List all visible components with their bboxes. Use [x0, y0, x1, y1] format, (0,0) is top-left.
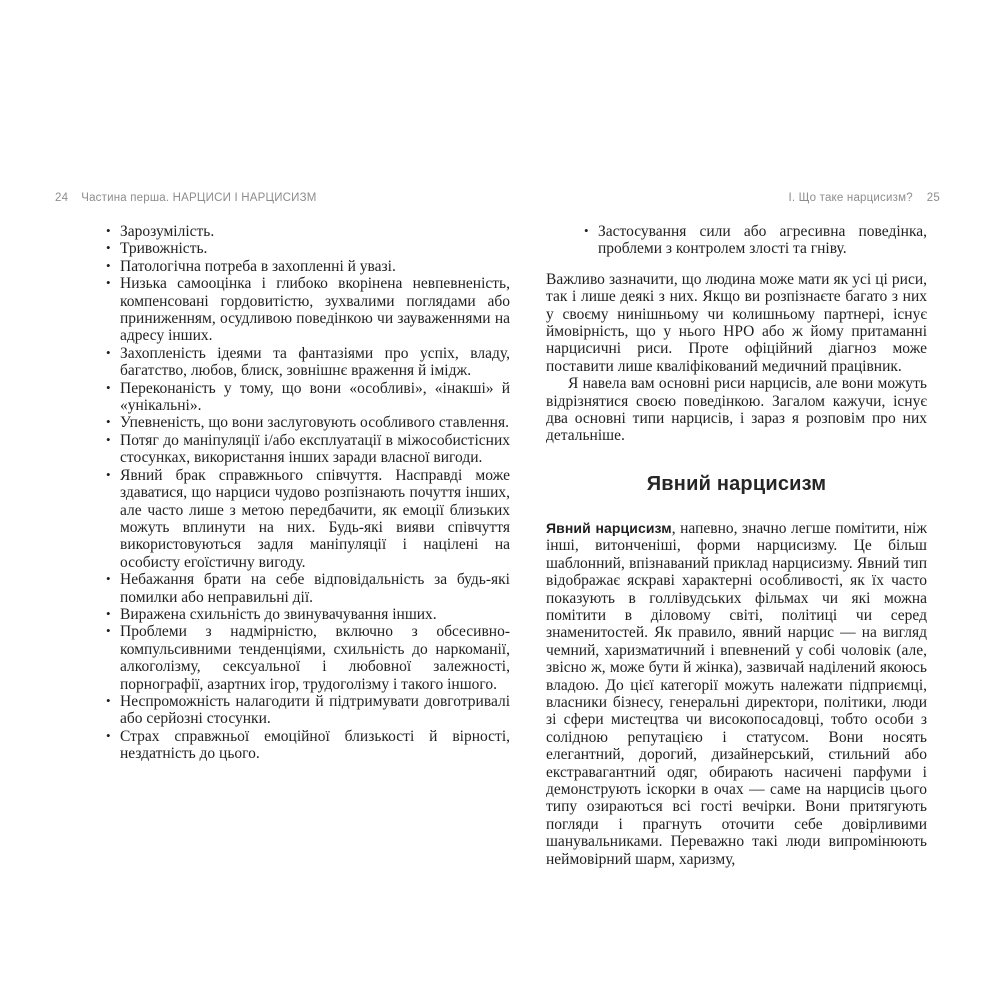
running-head-right — [788, 192, 940, 205]
trait-list-item: • Застосування сили або агресивна поведінка, проблеми з контролем злості та гніву. — [583, 223, 927, 258]
trait-list-item: • Переконаність у тому, що вони «особливі», «інакші» й «унікальні». — [105, 380, 510, 415]
page-left-body — [105, 223, 510, 763]
trait-list-item: • Виражена схильність до звинувачування інших. — [105, 606, 510, 623]
running-head-left-title: Частина перша. НАРЦИСИ І НАРЦИСИЗМ — [81, 192, 317, 204]
trait-list-item: • Потяг до маніпуляції і/або експлуатації в міжособистісних стосунках, використання інших заради власної вигоди. — [105, 432, 510, 467]
paragraph-overt-narcissism — [546, 520, 927, 868]
traits-list-left — [105, 223, 510, 763]
page-number-left: 24 — [55, 192, 69, 204]
trait-list-item: • Зарозумілість. — [105, 223, 510, 240]
trait-list-item: • Тривожність. — [105, 240, 510, 257]
page-right-body — [546, 223, 927, 868]
trait-list-item: • Проблеми з надмірністю, включно з обсесивно-компульсивними тенденціями, схильність до наркоманії, алкоголізму, сексуальної і любовної залежності, порнографії, азартних ігор, трудоголізму і такого іншого. — [105, 623, 510, 693]
section-body-text: , напевно, значно легше помітити, ніж інші, витонченіші, форми нарцисизму. Це більш шаблонний, впізнаваний приклад нарцисизму. Явний тип відображає яскраві характерні особливості, як їх часто показують в голлівудських фільмах чи які можна помітити в діловому світі, політиці чи серед знаменитостей. Як правило, явний нарцис — на вигляд чемний, харизматичний і впевнений у собі чоловік (але, звісно ж, може бути й жінка), зазвичай наділений якоюсь владою. До цієї категорії можуть належати підприємці, власники бізнесу, генеральні директори, політики, люди зі сфери мистецтва чи високопосадовці, тобто особи з солідною репутацією і статусом. Вони носять елегантний, дорогий, дизайнерський, стильний або екстравагантний одяг, обирають насичені парфуми і демонструють іскорки в очах — саме на нарцисів цього типу озираються всі гості вечірки. Вони притягують погляди і прагнуть оточити себе довірливими шанувальниками. Переважно такі люди випромінюють неймовірний шарм, харизму, — [546, 519, 928, 868]
section-heading: Явний нарцисизм — [646, 472, 827, 495]
trait-list-item: • Захопленість ідеями та фантазіями про успіх, владу, багатство, любов, блиск, зовнішнє враження й імідж. — [105, 345, 510, 380]
paragraph-two-types: Я навела вам основні риси нарцисів, але вони можуть відрізнятися своєю поведінкою. Загалом кажучи, існує два основні типи нарцисів, і зараз я розповім про них детальніше. — [546, 375, 927, 445]
page-number-right: 25 — [926, 192, 940, 204]
trait-list-item: • Патологічна потреба в захопленні й увазі. — [105, 258, 510, 275]
trait-list-item: • Страх справжньої емоційної близькості й вірності, нездатність до цього. — [105, 728, 510, 763]
trait-list-item: • Небажання брати на себе відповідальність за будь-які помилки або неправильні дії. — [105, 571, 510, 606]
trait-list-item: • Неспроможність налагодити й підтримувати довготривалі або серйозні стосунки. — [105, 693, 510, 728]
paragraph-important-note: Важливо зазначити, що людина може мати як усі ці риси, так і лише деякі з них. Якщо ви розпізнаєте багато з них у своєму нинішньому чи колишньому партнері, існує ймовірність, що у нього НРО або ж йому притаманні нарцисичні риси. Проте офіційний діагноз може поставити лише кваліфікований медичний працівник. — [546, 270, 927, 375]
trait-list-item: • Упевненість, що вони заслуговують особливого ставлення. — [105, 414, 510, 431]
running-head-left — [55, 192, 317, 205]
running-head-right-title: І. Що таке нарцисизм? — [788, 192, 913, 204]
section-lead-bold: Явний нарцисизм — [546, 519, 672, 536]
traits-list-right — [583, 223, 927, 258]
trait-list-item: • Низька самооцінка і глибоко вкорінена невпевненість, компенсовані гордовитістю, зухвалими поглядами або приниженням, осудливою поведінкою чи зауваженнями на адресу інших. — [105, 275, 510, 345]
trait-list-item: • Явний брак справжнього співчуття. Насправді може здаватися, що нарциси чудово розпізнають почуття інших, але часто лише з метою передбачити, як емоції близьких можуть вплинути на них. Будь-які вияви співчуття використовуються задля маніпуляції і націлені на особисту егоїстичну вигоду. — [105, 467, 510, 571]
